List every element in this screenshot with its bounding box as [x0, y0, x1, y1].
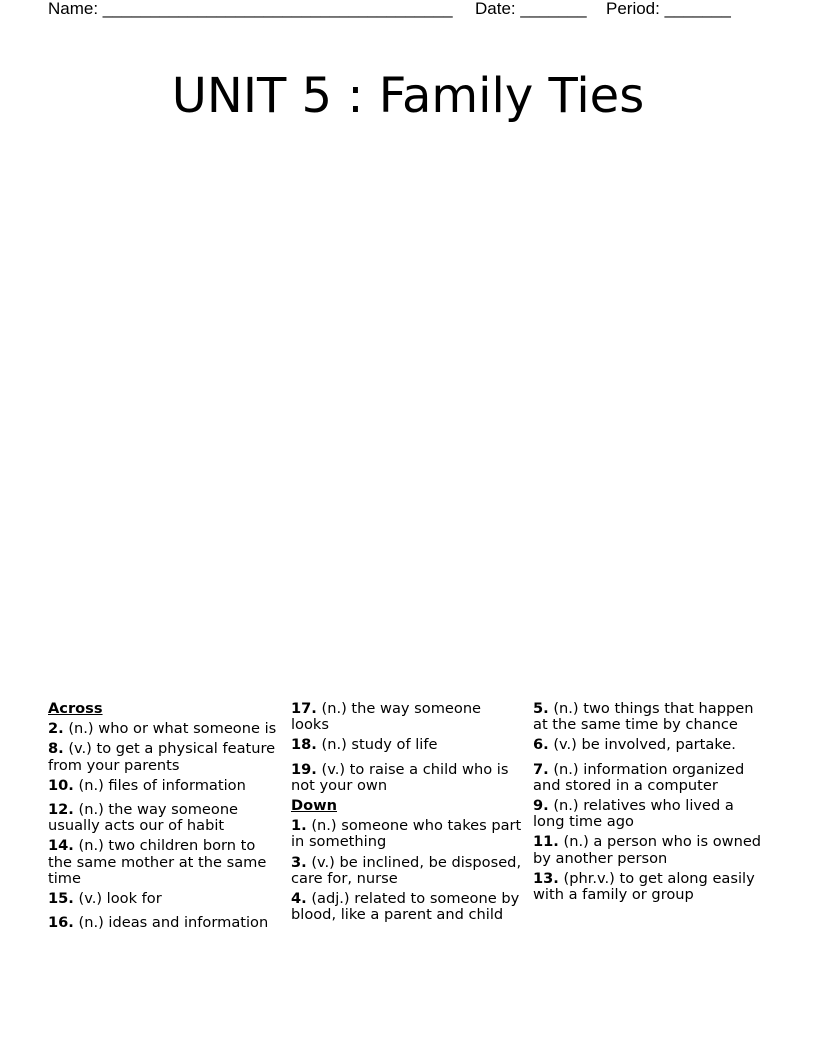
clue-text: (n.) two things that happen at the same time by chance [533, 700, 754, 734]
clue-across-16 [48, 915, 280, 931]
clue-number: 4. [291, 890, 307, 908]
clue-across-19 [291, 762, 523, 794]
clue-column-3 [533, 701, 765, 907]
name-field[interactable]: Name: _____________________________________ [48, 0, 453, 18]
clue-text: (phr.v.) to get along easily with a family or group [533, 869, 755, 904]
clue-down-9 [533, 798, 765, 830]
clue-number: 19. [291, 760, 317, 778]
clue-across-17 [291, 701, 523, 733]
clue-text: (n.) files of information [78, 776, 246, 794]
clue-number: 6. [533, 736, 549, 754]
date-field[interactable]: Date: _______ [475, 0, 587, 18]
clue-number: 12. [48, 801, 74, 819]
across-heading: Across [48, 700, 103, 717]
clue-down-13 [533, 871, 765, 903]
down-heading: Down [291, 797, 338, 815]
clue-down-6 [533, 737, 765, 753]
clue-number: 3. [291, 853, 307, 871]
clue-number: 1. [291, 817, 307, 835]
clue-down-11 [533, 834, 765, 866]
clue-text: (n.) information organized and stored in a computer [533, 760, 745, 794]
clue-number: 10. [48, 776, 74, 794]
clue-text: (n.) ideas and information [78, 914, 269, 932]
clue-text: (v.) look for [78, 890, 162, 908]
clue-text: (n.) who or what someone is [68, 720, 277, 738]
clue-down-1 [291, 818, 523, 850]
clue-down-4 [291, 891, 523, 923]
clue-number: 5. [533, 700, 549, 717]
clue-number: 7. [533, 760, 549, 778]
clue-number: 9. [533, 797, 549, 815]
clue-across-18 [291, 737, 523, 753]
clue-text: (n.) the way someone usually acts our of habit [48, 801, 239, 835]
clue-text: (v.) be involved, partake. [553, 736, 736, 754]
clue-text: (v.) to get a physical feature from your parents [48, 740, 276, 774]
clue-text: (n.) someone who takes part in something [291, 817, 522, 851]
clue-number: 15. [48, 890, 74, 908]
worksheet-header [48, 0, 768, 20]
clue-number: 16. [48, 914, 74, 932]
clue-text: (n.) two children born to the same mother at the same time [48, 837, 267, 887]
period-field[interactable]: Period: _______ [606, 0, 731, 18]
clue-across-10 [48, 778, 280, 794]
clue-across-14 [48, 838, 280, 887]
clue-text: (n.) relatives who lived a long time ago [533, 797, 734, 831]
clue-number: 18. [291, 736, 317, 754]
clue-down-7 [533, 762, 765, 794]
clue-number: 11. [533, 833, 559, 851]
clue-text: (v.) to raise a child who is not your own [291, 760, 509, 794]
clue-text: (n.) study of life [321, 736, 438, 754]
clue-across-12 [48, 802, 280, 834]
clue-across-2 [48, 721, 280, 737]
clue-across-8 [48, 741, 280, 773]
page-title: UNIT 5 : Family Ties [171, 68, 645, 125]
clue-text: (n.) the way someone looks [291, 700, 482, 734]
clue-number: 14. [48, 837, 74, 855]
clue-down-5 [533, 701, 765, 733]
clue-across-15 [48, 891, 280, 907]
clue-text: (v.) be inclined, be disposed, care for, nurse [291, 853, 522, 887]
clue-number: 2. [48, 720, 64, 738]
clue-text: (adj.) related to someone by blood, like a parent and child [291, 890, 520, 924]
clue-number: 13. [533, 869, 559, 887]
clue-number: 8. [48, 740, 64, 758]
clue-column-2 [291, 701, 523, 927]
clue-down-3 [291, 855, 523, 887]
clue-column-1 [48, 701, 280, 935]
clue-number: 17. [291, 700, 317, 717]
clue-text: (n.) a person who is owned by another person [533, 833, 762, 867]
